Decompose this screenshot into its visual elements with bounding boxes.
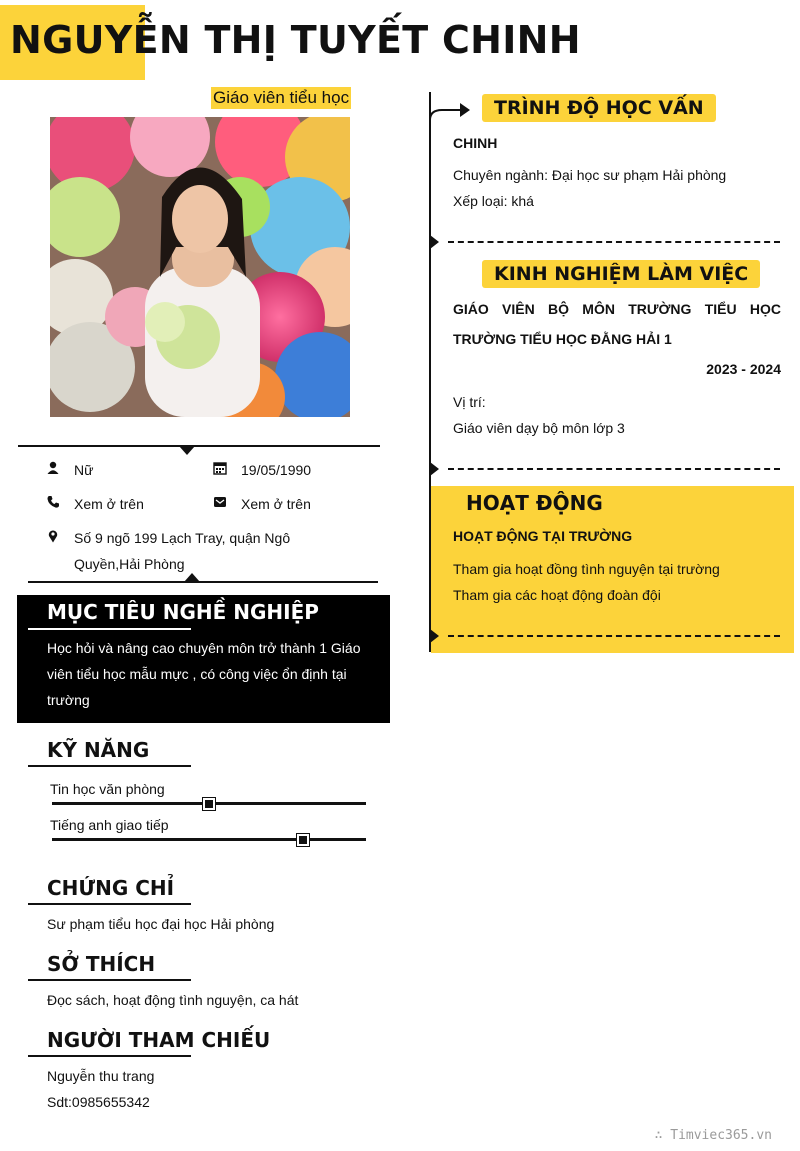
experience-role-line-1: GIÁO VIÊN BỘ MÔN TRƯỜNG TIỂU HỌC [453, 301, 781, 317]
experience-position-label: Vị trí: [453, 394, 486, 410]
address-line-1: Số 9 ngõ 199 Lạch Tray, quận Ngô [74, 530, 291, 546]
references-underline [28, 1055, 191, 1057]
skill-level-marker-1 [203, 798, 215, 810]
timeline-marker-1 [430, 235, 439, 249]
arrow-right-icon [428, 98, 474, 122]
education-school: CHINH [453, 135, 498, 151]
objective-underline [28, 628, 191, 630]
objective-title: MỤC TIÊU NGHỀ NGHIỆP [47, 600, 319, 624]
contact-divider-top [18, 445, 380, 447]
map-pin-icon [46, 529, 60, 543]
activities-subtitle: HOẠT ĐỘNG TẠI TRƯỜNG [453, 528, 633, 544]
skill-name-1: Tin học văn phòng [50, 781, 165, 797]
hobbies-text: Đọc sách, hoạt động tình nguyện, ca hát [47, 992, 299, 1008]
education-major: Chuyên ngành: Đại học sư phạm Hải phòng [453, 167, 727, 183]
objective-line-2: viên tiểu học mẫu mực , có công việc ổn định tại [47, 666, 347, 682]
certificates-underline [28, 903, 191, 905]
dob-value: 19/05/1990 [241, 462, 312, 478]
references-title: NGƯỜI THAM CHIẾU [47, 1028, 271, 1052]
hobbies-title: SỞ THÍCH [47, 952, 156, 976]
reference-name: Nguyễn thu trang [47, 1068, 155, 1084]
section-divider-3 [448, 635, 780, 637]
email-value: Xem ở trên [241, 496, 311, 512]
section-divider-2 [448, 468, 780, 470]
objective-line-3: trường [47, 692, 90, 708]
reference-phone: Sdt:0985655342 [47, 1094, 150, 1110]
gender-value: Nữ [74, 462, 94, 478]
skills-underline [28, 765, 191, 767]
profile-photo [50, 117, 350, 417]
hobbies-underline [28, 979, 191, 981]
activities-line-1: Tham gia hoạt đồng tình nguyện tại trường [453, 561, 720, 577]
skill-level-marker-2 [297, 834, 309, 846]
contact-divider-bottom-arrow [184, 573, 200, 582]
objective-line-1: Học hỏi và nâng cao chuyên môn trở thành 1 Giáo [47, 640, 361, 656]
education-title: TRÌNH ĐỘ HỌC VẤN [482, 94, 716, 122]
experience-period: 2023 - 2024 [706, 361, 781, 377]
timeline-marker-3 [430, 629, 439, 643]
user-icon [46, 461, 60, 475]
envelope-icon [213, 495, 227, 509]
timeline-marker-2 [430, 462, 439, 476]
phone-icon [46, 495, 60, 509]
education-rank: Xếp loại: khá [453, 193, 534, 209]
timeline-line [429, 92, 431, 652]
calendar-icon [213, 461, 227, 475]
contact-divider-arrow [179, 446, 195, 455]
certificates-title: CHỨNG CHỈ [47, 876, 175, 900]
activities-title: HOẠT ĐỘNG [466, 491, 603, 515]
job-title: Giáo viên tiểu học [213, 88, 350, 107]
activities-line-2: Tham gia các hoạt động đoàn đội [453, 587, 661, 603]
contact-divider-bottom [28, 581, 378, 583]
certificates-text: Sư phạm tiểu học đại học Hải phòng [47, 916, 275, 932]
experience-position: Giáo viên dạy bộ môn lớp 3 [453, 420, 625, 436]
skill-name-2: Tiếng anh giao tiếp [50, 817, 169, 833]
experience-title: KINH NGHIỆM LÀM VIỆC [482, 260, 760, 288]
phone-value: Xem ở trên [74, 496, 144, 512]
candidate-name: NGUYỄN THỊ TUYẾT CHINH [10, 18, 581, 62]
skills-title: KỸ NĂNG [47, 738, 150, 762]
address-line-2: Quyền,Hải Phòng [74, 556, 185, 572]
skill-bar-2 [52, 838, 366, 841]
experience-role-line-2: TRƯỜNG TIỂU HỌC ĐẰNG HẢI 1 [453, 331, 672, 347]
section-divider-1 [448, 241, 780, 243]
watermark: ∴ Timviec365.vn [654, 1128, 772, 1143]
